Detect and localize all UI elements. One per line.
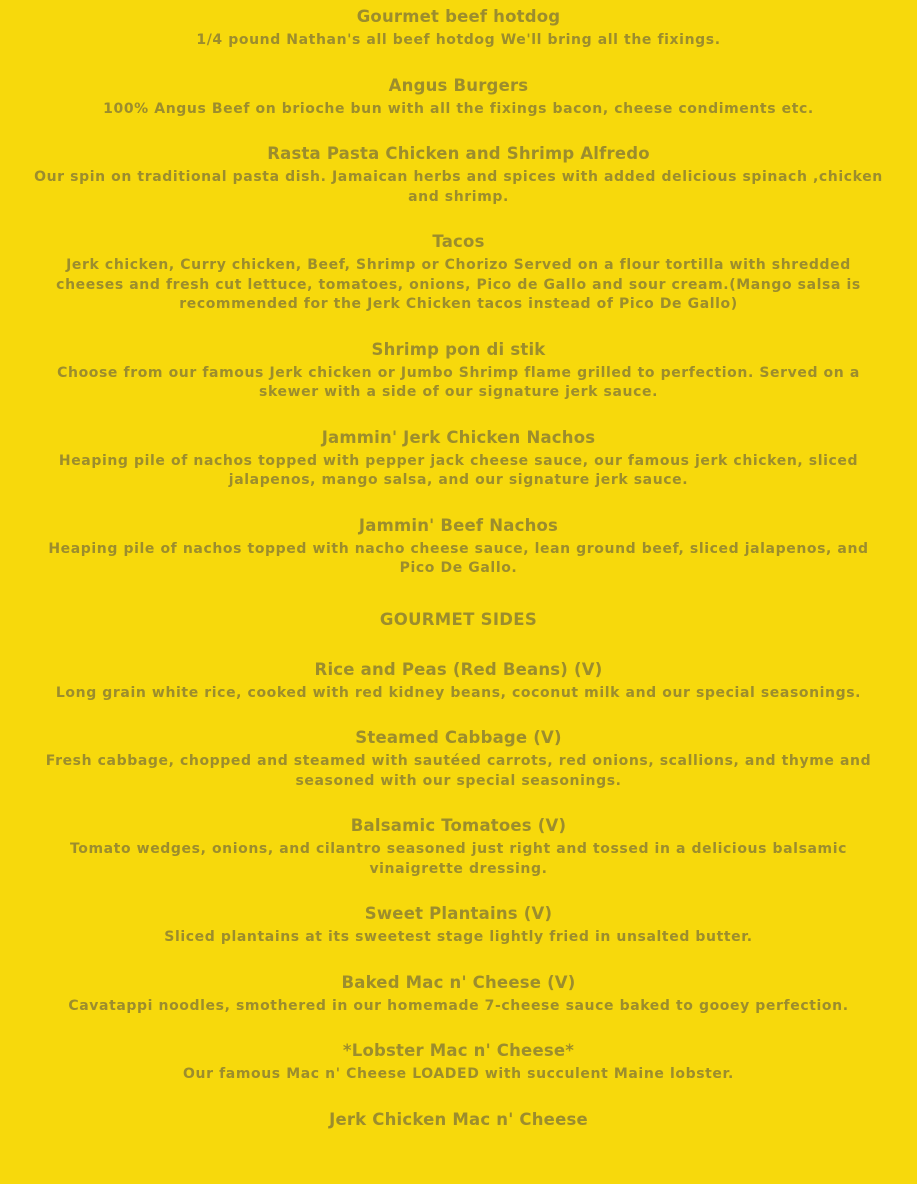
side-item-description: Long grain white rice, cooked with red kidney beans, coconut milk and our special seasonings. [55, 684, 862, 701]
menu-item-title: Rasta Pasta Chicken and Shrimp Alfredo [267, 144, 650, 163]
menu-item [0, 231, 917, 315]
menu-item-title: Gourmet beef hotdog [356, 7, 561, 26]
menu-item-title: Tacos [432, 232, 485, 251]
side-item-title: *Lobster Mac n' Cheese* [342, 1041, 575, 1060]
side-item-description: Sliced plantains at its sweetest stage lightly fried in unsalted butter. [164, 929, 753, 945]
side-item-description: Tomato wedges, onions, and cilantro seasoned just right and tossed in a delicious balsamic vinaigrette dressing. [69, 841, 848, 877]
side-item [0, 1109, 917, 1131]
side-item-title: Sweet Plantains (V) [364, 904, 553, 923]
side-item-title: Jerk Chicken Mac n' Cheese [329, 1109, 588, 1129]
side-item [0, 815, 917, 879]
menu-item-title: Jammin' Jerk Chicken Nachos [321, 427, 596, 447]
side-item [0, 972, 917, 1017]
menu-item [0, 6, 917, 51]
menu-item-title: Shrimp pon di stik [371, 339, 546, 359]
side-item-title: Balsamic Tomatoes (V) [350, 816, 567, 835]
menu-item-title: Jammin' Beef Nachos [358, 515, 559, 535]
sides-section-heading: GOURMET SIDES [379, 609, 538, 629]
side-item-title: Baked Mac n' Cheese (V) [341, 972, 576, 992]
side-item-description: Fresh cabbage, chopped and steamed with sautéed carrots, red onions, scallions, and thyme and seasoned with our special seasonings. [45, 753, 872, 789]
menu-item-title: Angus Burgers [388, 75, 529, 95]
menu-item-description: Heaping pile of nachos topped with pepper jack cheese sauce, our famous jerk chicken, sliced jalapenos, mango salsa, and our signature jerk sauce. [58, 452, 859, 488]
side-item-title: Steamed Cabbage (V) [355, 728, 562, 747]
menu-item-description: 1/4 pound Nathan's all beef hotdog We'll bring all the fixings. [196, 32, 721, 48]
menu-item-description: Heaping pile of nachos topped with nacho cheese sauce, lean ground beef, sliced jalapenos, and Pico De Gallo. [48, 540, 869, 576]
side-item-description: Our famous Mac n' Cheese LOADED with succulent Maine lobster. [183, 1066, 734, 1082]
menu-item [0, 427, 917, 491]
menu-item-description: Choose from our famous Jerk chicken or Jumbo Shrimp flame grilled to perfection. Served on a skewer with a side of our signature jerk sauce. [57, 364, 860, 400]
menu-item [0, 143, 917, 207]
menu-item-description: Jerk chicken, Curry chicken, Beef, Shrimp or Chorizo Served on a flour tortilla with shredded cheeses and fresh cut lettuce, tomatoes, onions, Pico de Gallo and sour cream.(Mango salsa is recommended for the Jerk Chicken tacos instead of Pico De Gallo) [56, 257, 861, 312]
side-item-title: Rice and Peas (Red Beans) (V) [314, 659, 603, 679]
side-item [0, 727, 917, 791]
menu-item-description: Our spin on traditional pasta dish. Jamaican herbs and spices with added delicious spinach ,chicken and shrimp. [34, 169, 883, 205]
menu-item [0, 339, 917, 403]
side-item [0, 903, 917, 948]
menu-item [0, 75, 917, 120]
side-item-description: Cavatappi noodles, smothered in our homemade 7-cheese sauce baked to gooey perfection. [68, 997, 849, 1014]
menu-item [0, 515, 917, 579]
side-item [0, 659, 917, 704]
menu-item-description: 100% Angus Beef on brioche bun with all the fixings bacon, cheese condiments etc. [103, 100, 814, 117]
side-item [0, 1040, 917, 1085]
